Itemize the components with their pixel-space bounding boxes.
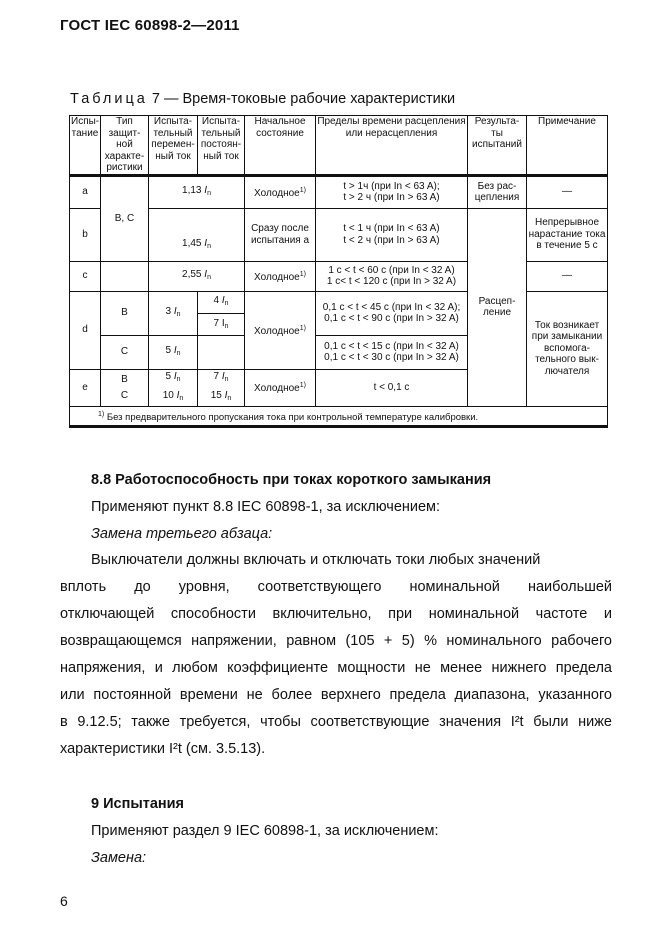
limits-cell: t < 0,1 с (316, 369, 468, 406)
test-id: а (70, 175, 101, 208)
state-cell: Холодное$^{1)}$ (245, 175, 316, 208)
section-9-heading: 9 Испытания (91, 796, 185, 812)
col-header-initial-state: Начальное состояние (245, 116, 316, 176)
table-row (70, 208, 608, 261)
type-cell: B, C (101, 175, 149, 261)
limits-cell: t < 1 ч (при In < 63 A) t < 2 ч (при In > 63 A) (316, 208, 468, 261)
type-cell: B C (101, 369, 149, 406)
table-row (70, 175, 608, 208)
col-header-test: Испы-тание (70, 116, 101, 176)
type-cell (101, 261, 149, 291)
type-cell: C (101, 335, 149, 369)
section-8-8-body-line: возвращающемся напряжении, равном (105 + 5) % номинального рабочего (60, 633, 612, 649)
dc-current-cell: 4 $I_n$ 7 $I_n$ (198, 291, 245, 335)
limits-cell: t > 1ч (при In < 63 A); t > 2 ч (при In > 63 A) (316, 175, 468, 208)
section-8-8-body-line: напряжения, и любом коэффициенте мощности не менее нижнего предела (60, 660, 612, 676)
note-cell: Непрерывное нарастание тока в течение 5 с (527, 208, 608, 261)
col-header-ac-current: Испыта-тельный перемен-ный ток (149, 116, 198, 176)
col-header-time-limits: Пределы времени расцепления или нерасцепления (316, 116, 468, 176)
ac-current-cell: 5 $I_n$ (149, 335, 198, 369)
table-footnote-row (70, 406, 608, 427)
section-8-8-intro: Применяют пункт 8.8 IEC 60898-1, за исключением: (91, 499, 441, 515)
table-caption-text: 7 — Время-токовые рабочие характеристики (151, 91, 456, 107)
result-cell: Без рас-цепления (468, 175, 527, 208)
section-9-replacement: Замена: (91, 850, 147, 866)
type-cell: B (101, 291, 149, 335)
note-cell: — (527, 175, 608, 208)
table-caption-word: Таблица (70, 91, 148, 107)
state-cell: Сразу после испытания а (245, 208, 316, 261)
dc-current-cell (198, 335, 245, 369)
limits-cell: 1 с < t < 60 с (при In < 32 A) 1 с< t < 120 с (при In > 32 A) (316, 261, 468, 291)
col-header-type: Тип защит-ной характе-ристики (101, 116, 149, 176)
current-cell: 1,45 $I_n$ (149, 208, 245, 261)
col-header-dc-current: Испыта-тельный постоян-ный ток (198, 116, 245, 176)
current-cell: 1,13 $I_n$ (149, 175, 245, 208)
dc-current-cell: 7 $I_n$ 15 $I_n$ (198, 369, 245, 406)
col-header-note: Примечание (527, 116, 608, 176)
current-cell: 2,55 $I_n$ (149, 261, 245, 291)
section-8-8-body-line: или постоянной времени не более верхнего предела диапазона, указанного (60, 687, 612, 703)
section-8-8-body-line: в 9.12.5; также требуется, чтобы соответствующие значения I²t были ниже (60, 714, 612, 730)
test-id: e (70, 369, 101, 406)
state-cell: Холодное$^{1)}$ (245, 369, 316, 406)
col-header-results: Результа-ты испытаний (468, 116, 527, 176)
table-caption (70, 91, 455, 107)
test-id: d (70, 291, 101, 369)
ac-current-cell: 5 $I_n$ 10 $I_n$ (149, 369, 198, 406)
note-cell: Ток возникает при замыкании вспомога-тельного вык-лючателя (527, 291, 608, 406)
test-id: c (70, 261, 101, 291)
table-row (70, 291, 608, 335)
table-row (70, 261, 608, 291)
table-7 (69, 115, 608, 428)
state-cell: Холодное$^{1)}$ (245, 291, 316, 369)
state-cell: Холодное$^{1)}$ (245, 261, 316, 291)
table-footnote: $^{1)}$ Без предварительного пропускания тока при контрольной температуре калибровки. (70, 406, 608, 427)
result-cell: Расцеп-ление (468, 208, 527, 406)
page-number: 6 (60, 893, 68, 909)
limits-cell: 0,1 с < t < 45 с (при In < 32 A); 0,1 с < t < 90 с (при In > 32 A) (316, 291, 468, 335)
section-8-8-body: Выключатели должны включать и отключать токи любых значений (91, 552, 541, 568)
section-8-8-body-line: характеристики I²t (см. 3.5.13). (60, 741, 266, 757)
ac-current-cell: 3 $I_n$ (149, 291, 198, 335)
section-8-8-body-line: отключающей способности включительно, при номинальной частоте и (60, 606, 612, 622)
document-header: ГОСТ IEC 60898-2—2011 (60, 17, 240, 34)
limits-cell: 0,1 с < t < 15 с (при In < 32 A) 0,1 с < t < 30 с (при In > 32 A) (316, 335, 468, 369)
section-8-8-replacement: Замена третьего абзаца: (91, 526, 273, 542)
section-8-8-heading: 8.8 Работоспособность при токах короткого замыкания (91, 472, 492, 488)
section-9-intro: Применяют раздел 9 IEC 60898-1, за исключением: (91, 823, 439, 839)
test-id: b (70, 208, 101, 261)
note-cell: — (527, 261, 608, 291)
section-8-8-body-line: вплоть до уровня, соответствующего номинальной наибольшей (60, 579, 612, 595)
table-header-row (70, 116, 608, 176)
